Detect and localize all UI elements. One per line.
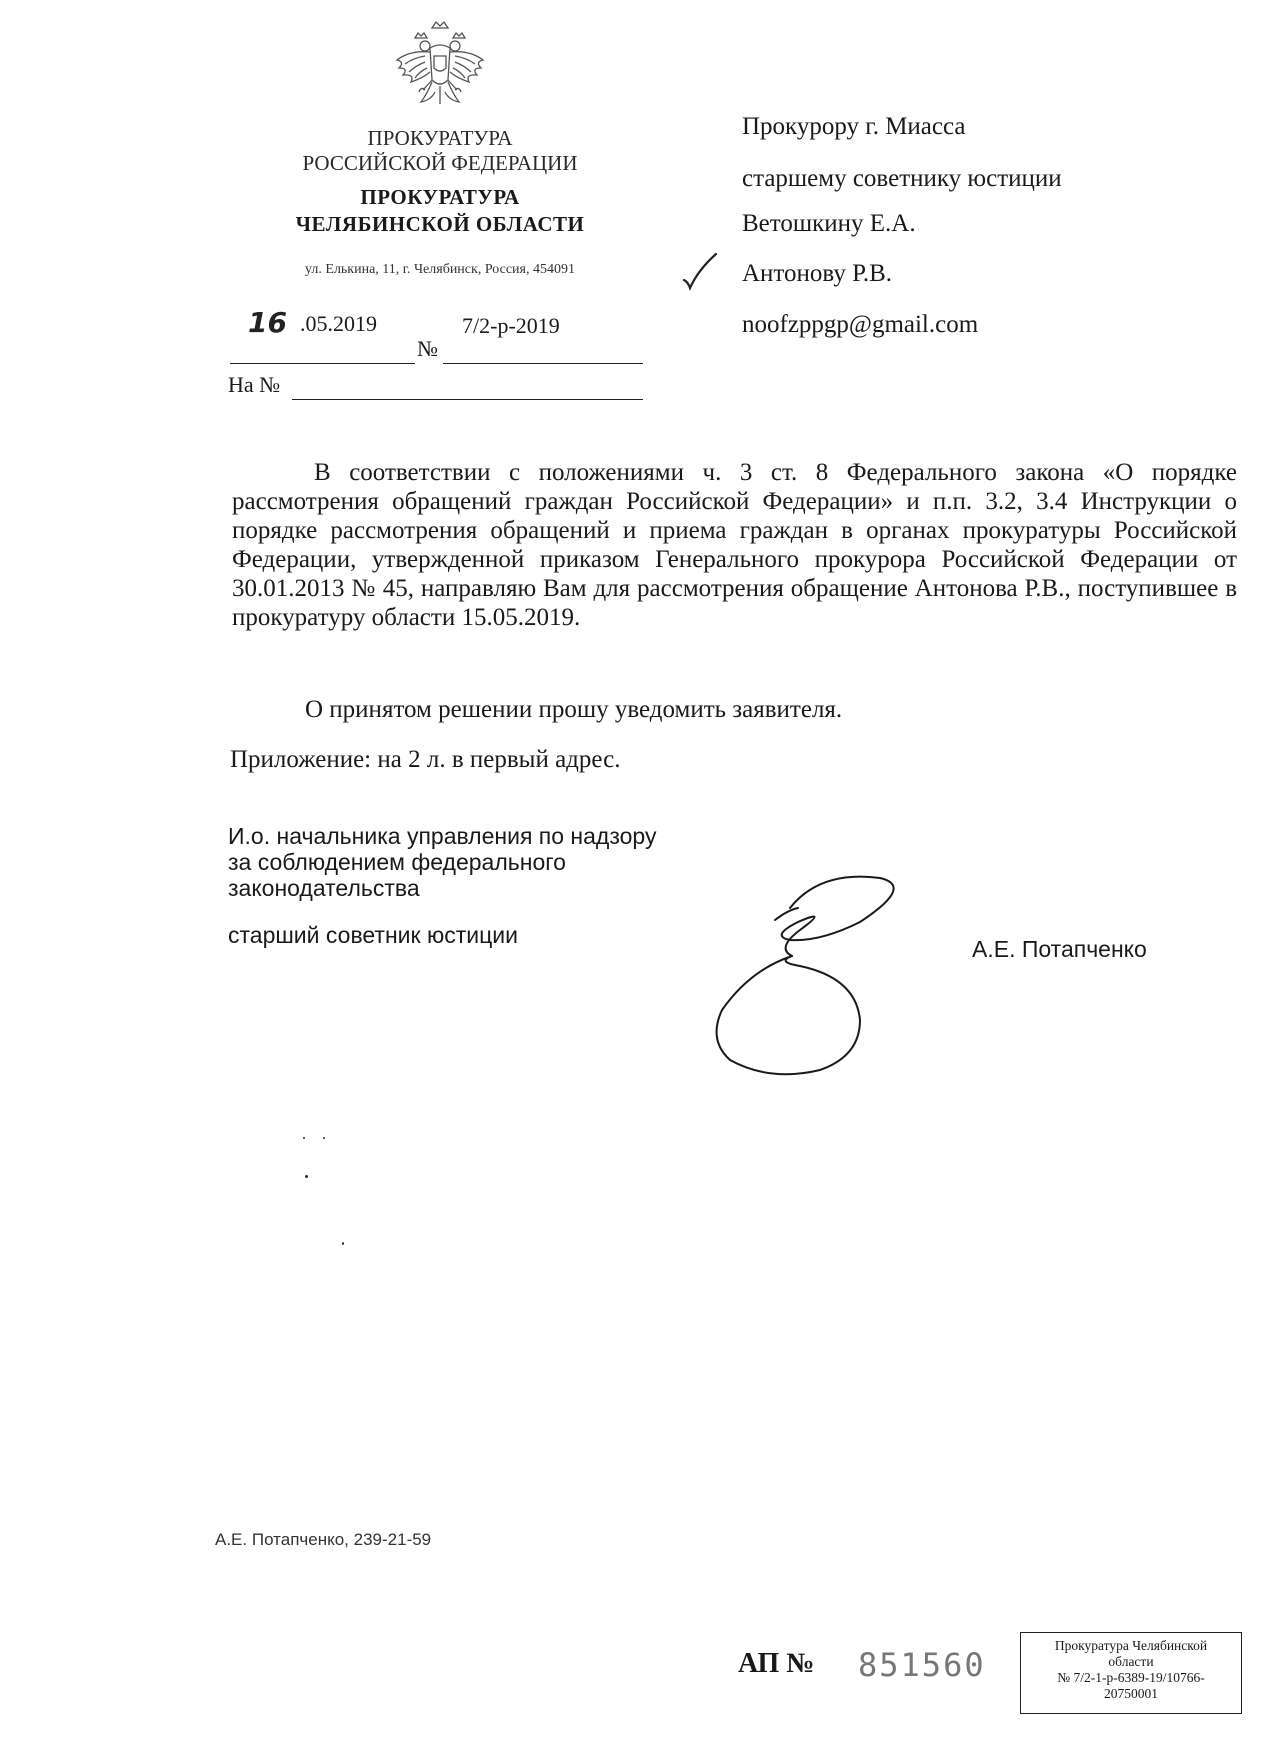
issuer-main-1: ПРОКУРАТУРА (360, 185, 520, 209)
body-paragraph-1: В соответствии с положениями ч. 3 ст. 8 Федерального закона «О порядке рассмотрения обращений граждан Российской Федерации» и п.п. 3.2, 3.4 Инструкции о порядке рассмотрения обращений и приема граждан в органах прокуратуры Российской Федерации, утвержденной приказом Генерального прокурора Российской Федерации от 30.01.2013 № 45, направляю Вам для рассмотрения обращение Антонова Р.В., поступившее в прокуратуру области 15.05.2019. (232, 459, 1237, 631)
issuer-line-1: ПРОКУРАТУРА (367, 126, 513, 150)
checkmark-icon (680, 250, 720, 292)
coat-of-arms-icon (385, 20, 495, 120)
number-sign: № (417, 336, 438, 361)
attachment-note: Приложение: на 2 л. в первый адрес. (230, 746, 621, 773)
issuer-address: ул. Елькина, 11, г. Челябинск, Россия, 454091 (305, 262, 575, 277)
registration-stamp (1020, 1632, 1242, 1714)
addressee-line-2: старшему советнику юстиции (742, 165, 1062, 192)
scan-speck (323, 1137, 325, 1139)
stamp-line-2: области (1108, 1654, 1154, 1669)
ap-number: 851560 (858, 1646, 986, 1684)
addressee-line-1: Прокурору г. Миасса (742, 113, 966, 140)
scan-speck (303, 1137, 305, 1139)
issuer-line-2: РОССИЙСКОЙ ФЕДЕРАЦИИ (302, 151, 578, 175)
addressee-email: noofzppgp@gmail.com (742, 311, 979, 338)
signer-name: А.Е. Потапченко (972, 936, 1147, 962)
stamp-line-1: Прокуратура Челябинской (1054, 1638, 1208, 1653)
handwritten-signature (680, 860, 930, 1080)
date-day-handwritten: 16 (248, 306, 287, 339)
number-underline (443, 362, 643, 364)
addressee-line-4: Антонову Р.В. (742, 260, 893, 287)
issuer-main-2: ЧЕЛЯБИНСКОЙ ОБЛАСТИ (295, 212, 585, 236)
date-month-year: .05.2019 (300, 311, 377, 336)
reply-underline (292, 398, 643, 400)
addressee-line-3: Ветошкину Е.А. (742, 210, 916, 237)
executor-contact: А.Е. Потапченко, 239-21-59 (215, 1530, 432, 1549)
scan-speck (342, 1242, 344, 1245)
reply-to-label: На № (228, 372, 281, 397)
signer-position-2: за соблюдением федерального (228, 849, 566, 875)
outgoing-number: 7/2-р-2019 (462, 313, 560, 338)
ap-label: АП № (738, 1648, 815, 1679)
signer-rank: старший советник юстиции (228, 922, 518, 948)
stamp-line-3: № 7/2-1-р-6389-19/10766- (1057, 1670, 1205, 1685)
date-underline (230, 362, 415, 364)
signer-position-3: законодательства (228, 875, 420, 901)
body-paragraph-2: О принятом решении прошу уведомить заявителя. (305, 696, 843, 723)
scan-speck (305, 1175, 308, 1178)
signer-position-1: И.о. начальника управления по надзору (228, 823, 657, 849)
stamp-line-4: 20750001 (1104, 1686, 1158, 1701)
